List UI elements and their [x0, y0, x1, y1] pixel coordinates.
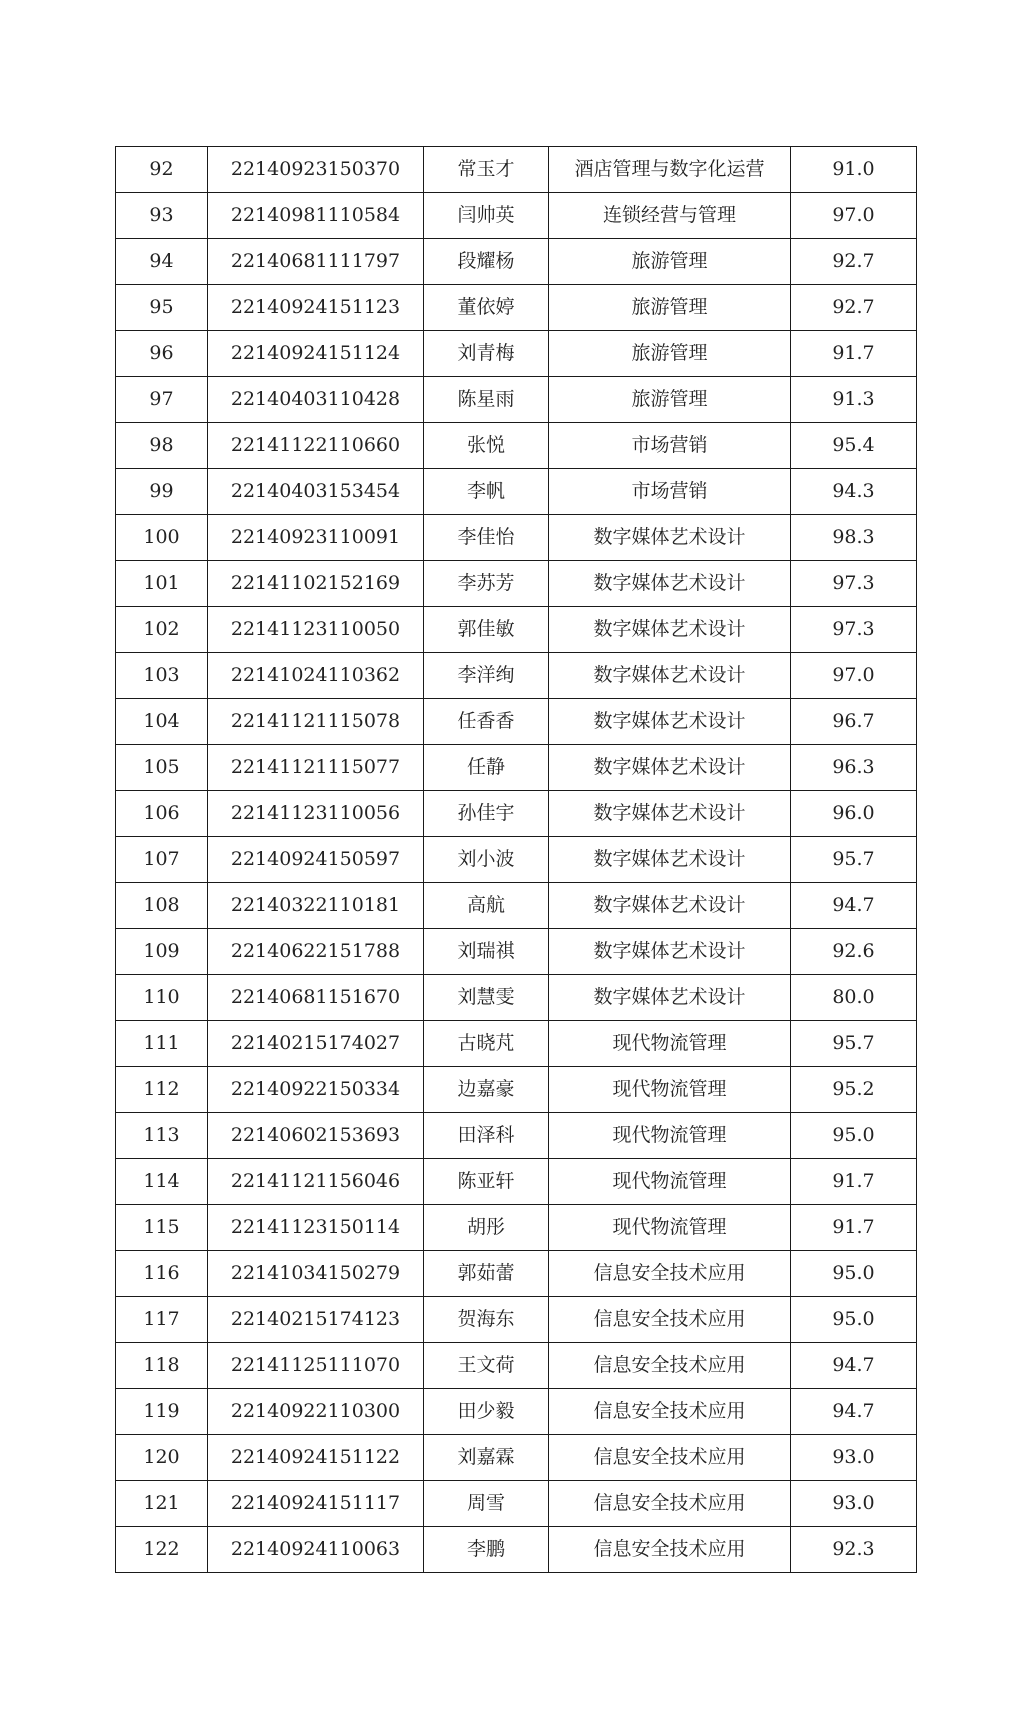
student-name-cell: 刘慧雯: [424, 975, 549, 1021]
student-name-cell: 任静: [424, 745, 549, 791]
row-number-cell: 103: [116, 653, 208, 699]
row-number-cell: 93: [116, 193, 208, 239]
score-cell: 95.0: [791, 1251, 917, 1297]
table-row: [116, 837, 917, 883]
table-row: [116, 1021, 917, 1067]
row-number-cell: 118: [116, 1343, 208, 1389]
major-cell: 市场营销: [549, 469, 791, 515]
major-cell: 现代物流管理: [549, 1205, 791, 1251]
row-number-cell: 114: [116, 1159, 208, 1205]
row-number-cell: 109: [116, 929, 208, 975]
student-name-cell: 高航: [424, 883, 549, 929]
row-number-cell: 121: [116, 1481, 208, 1527]
score-cell: 94.7: [791, 1343, 917, 1389]
table-row: [116, 791, 917, 837]
row-number-cell: 115: [116, 1205, 208, 1251]
score-cell: 93.0: [791, 1481, 917, 1527]
row-number-cell: 113: [116, 1113, 208, 1159]
score-cell: 97.0: [791, 653, 917, 699]
major-cell: 数字媒体艺术设计: [549, 515, 791, 561]
student-name-cell: 任香香: [424, 699, 549, 745]
student-score-table: [115, 146, 917, 1573]
student-id-cell: 22141121156046: [208, 1159, 424, 1205]
table-row: [116, 1159, 917, 1205]
row-number-cell: 107: [116, 837, 208, 883]
row-number-cell: 92: [116, 147, 208, 193]
score-cell: 95.0: [791, 1113, 917, 1159]
student-id-cell: 22140215174027: [208, 1021, 424, 1067]
student-id-cell: 22140924151123: [208, 285, 424, 331]
student-id-cell: 22141123150114: [208, 1205, 424, 1251]
student-id-cell: 22141122110660: [208, 423, 424, 469]
table-row: [116, 1435, 917, 1481]
student-id-cell: 22140924110063: [208, 1527, 424, 1573]
student-id-cell: 22140923150370: [208, 147, 424, 193]
table-row: [116, 653, 917, 699]
table-row: [116, 1481, 917, 1527]
row-number-cell: 117: [116, 1297, 208, 1343]
table-row: [116, 883, 917, 929]
student-id-cell: 22140322110181: [208, 883, 424, 929]
major-cell: 旅游管理: [549, 239, 791, 285]
major-cell: 现代物流管理: [549, 1067, 791, 1113]
score-cell: 94.7: [791, 883, 917, 929]
row-number-cell: 110: [116, 975, 208, 1021]
major-cell: 数字媒体艺术设计: [549, 929, 791, 975]
score-cell: 95.0: [791, 1297, 917, 1343]
student-id-cell: 22140924150597: [208, 837, 424, 883]
major-cell: 数字媒体艺术设计: [549, 883, 791, 929]
student-name-cell: 刘瑞祺: [424, 929, 549, 975]
row-number-cell: 101: [116, 561, 208, 607]
score-cell: 95.2: [791, 1067, 917, 1113]
student-id-cell: 22140602153693: [208, 1113, 424, 1159]
table-row: [116, 1527, 917, 1573]
student-name-cell: 贺海东: [424, 1297, 549, 1343]
student-name-cell: 陈亚轩: [424, 1159, 549, 1205]
student-id-cell: 22140924151124: [208, 331, 424, 377]
row-number-cell: 122: [116, 1527, 208, 1573]
table-row: [116, 515, 917, 561]
student-id-cell: 22140622151788: [208, 929, 424, 975]
student-id-cell: 22140923110091: [208, 515, 424, 561]
major-cell: 酒店管理与数字化运营: [549, 147, 791, 193]
student-id-cell: 22141123110056: [208, 791, 424, 837]
major-cell: 市场营销: [549, 423, 791, 469]
major-cell: 信息安全技术应用: [549, 1389, 791, 1435]
student-name-cell: 田泽科: [424, 1113, 549, 1159]
student-name-cell: 董依婷: [424, 285, 549, 331]
major-cell: 信息安全技术应用: [549, 1527, 791, 1573]
student-name-cell: 孙佳宇: [424, 791, 549, 837]
major-cell: 现代物流管理: [549, 1021, 791, 1067]
student-name-cell: 王文荷: [424, 1343, 549, 1389]
major-cell: 数字媒体艺术设计: [549, 699, 791, 745]
major-cell: 数字媒体艺术设计: [549, 791, 791, 837]
row-number-cell: 116: [116, 1251, 208, 1297]
major-cell: 信息安全技术应用: [549, 1297, 791, 1343]
student-id-cell: 22141121115078: [208, 699, 424, 745]
row-number-cell: 119: [116, 1389, 208, 1435]
student-name-cell: 郭茹蕾: [424, 1251, 549, 1297]
table-row: [116, 745, 917, 791]
score-cell: 97.3: [791, 561, 917, 607]
table-row: [116, 377, 917, 423]
table-row: [116, 1113, 917, 1159]
score-cell: 95.7: [791, 1021, 917, 1067]
table-row: [116, 147, 917, 193]
student-id-cell: 22141024110362: [208, 653, 424, 699]
student-id-cell: 22140681151670: [208, 975, 424, 1021]
table-row: [116, 1205, 917, 1251]
table-row: [116, 1067, 917, 1113]
table-row: [116, 469, 917, 515]
score-cell: 95.7: [791, 837, 917, 883]
major-cell: 连锁经营与管理: [549, 193, 791, 239]
major-cell: 信息安全技术应用: [549, 1481, 791, 1527]
student-id-cell: 22141034150279: [208, 1251, 424, 1297]
table-row: [116, 239, 917, 285]
table-body: [116, 147, 917, 1573]
student-name-cell: 陈星雨: [424, 377, 549, 423]
row-number-cell: 102: [116, 607, 208, 653]
score-cell: 91.0: [791, 147, 917, 193]
table-row: [116, 423, 917, 469]
row-number-cell: 112: [116, 1067, 208, 1113]
row-number-cell: 97: [116, 377, 208, 423]
student-name-cell: 李苏芳: [424, 561, 549, 607]
student-name-cell: 李佳怡: [424, 515, 549, 561]
student-id-cell: 22140215174123: [208, 1297, 424, 1343]
student-id-cell: 22140922150334: [208, 1067, 424, 1113]
student-name-cell: 李鹏: [424, 1527, 549, 1573]
table-row: [116, 607, 917, 653]
major-cell: 数字媒体艺术设计: [549, 561, 791, 607]
row-number-cell: 105: [116, 745, 208, 791]
student-id-cell: 22140922110300: [208, 1389, 424, 1435]
student-id-cell: 22140681111797: [208, 239, 424, 285]
student-name-cell: 边嘉豪: [424, 1067, 549, 1113]
table-row: [116, 285, 917, 331]
table-row: [116, 1297, 917, 1343]
score-cell: 97.0: [791, 193, 917, 239]
score-cell: 97.3: [791, 607, 917, 653]
major-cell: 旅游管理: [549, 285, 791, 331]
score-cell: 91.7: [791, 1205, 917, 1251]
table-row: [116, 331, 917, 377]
score-cell: 92.7: [791, 239, 917, 285]
student-name-cell: 刘青梅: [424, 331, 549, 377]
student-name-cell: 段耀杨: [424, 239, 549, 285]
row-number-cell: 108: [116, 883, 208, 929]
row-number-cell: 99: [116, 469, 208, 515]
student-name-cell: 刘嘉霖: [424, 1435, 549, 1481]
major-cell: 旅游管理: [549, 331, 791, 377]
student-name-cell: 田少毅: [424, 1389, 549, 1435]
row-number-cell: 100: [116, 515, 208, 561]
student-name-cell: 李洋绚: [424, 653, 549, 699]
major-cell: 数字媒体艺术设计: [549, 745, 791, 791]
row-number-cell: 95: [116, 285, 208, 331]
score-cell: 94.7: [791, 1389, 917, 1435]
student-name-cell: 郭佳敏: [424, 607, 549, 653]
student-id-cell: 22140924151117: [208, 1481, 424, 1527]
major-cell: 数字媒体艺术设计: [549, 975, 791, 1021]
major-cell: 信息安全技术应用: [549, 1343, 791, 1389]
student-id-cell: 22141121115077: [208, 745, 424, 791]
score-cell: 91.3: [791, 377, 917, 423]
student-id-cell: 22140403110428: [208, 377, 424, 423]
score-cell: 98.3: [791, 515, 917, 561]
major-cell: 数字媒体艺术设计: [549, 607, 791, 653]
major-cell: 信息安全技术应用: [549, 1251, 791, 1297]
major-cell: 数字媒体艺术设计: [549, 837, 791, 883]
row-number-cell: 98: [116, 423, 208, 469]
score-cell: 91.7: [791, 1159, 917, 1205]
student-id-cell: 22140403153454: [208, 469, 424, 515]
row-number-cell: 106: [116, 791, 208, 837]
major-cell: 现代物流管理: [549, 1159, 791, 1205]
score-cell: 91.7: [791, 331, 917, 377]
student-name-cell: 常玉才: [424, 147, 549, 193]
major-cell: 旅游管理: [549, 377, 791, 423]
score-cell: 96.3: [791, 745, 917, 791]
score-cell: 80.0: [791, 975, 917, 1021]
student-id-cell: 22141102152169: [208, 561, 424, 607]
major-cell: 数字媒体艺术设计: [549, 653, 791, 699]
score-cell: 92.3: [791, 1527, 917, 1573]
table-row: [116, 929, 917, 975]
student-name-cell: 张悦: [424, 423, 549, 469]
score-cell: 95.4: [791, 423, 917, 469]
table-row: [116, 561, 917, 607]
student-name-cell: 胡彤: [424, 1205, 549, 1251]
student-name-cell: 古晓芃: [424, 1021, 549, 1067]
major-cell: 信息安全技术应用: [549, 1435, 791, 1481]
row-number-cell: 120: [116, 1435, 208, 1481]
score-cell: 94.3: [791, 469, 917, 515]
major-cell: 现代物流管理: [549, 1113, 791, 1159]
row-number-cell: 104: [116, 699, 208, 745]
row-number-cell: 111: [116, 1021, 208, 1067]
table-row: [116, 699, 917, 745]
table-row: [116, 1389, 917, 1435]
score-cell: 96.0: [791, 791, 917, 837]
student-name-cell: 刘小波: [424, 837, 549, 883]
student-id-cell: 22140981110584: [208, 193, 424, 239]
row-number-cell: 96: [116, 331, 208, 377]
student-id-cell: 22141125111070: [208, 1343, 424, 1389]
score-cell: 93.0: [791, 1435, 917, 1481]
score-cell: 92.7: [791, 285, 917, 331]
student-name-cell: 闫帅英: [424, 193, 549, 239]
student-id-cell: 22141123110050: [208, 607, 424, 653]
student-name-cell: 李帆: [424, 469, 549, 515]
table-row: [116, 1251, 917, 1297]
row-number-cell: 94: [116, 239, 208, 285]
score-cell: 96.7: [791, 699, 917, 745]
table-row: [116, 975, 917, 1021]
table-row: [116, 193, 917, 239]
score-cell: 92.6: [791, 929, 917, 975]
table-row: [116, 1343, 917, 1389]
student-name-cell: 周雪: [424, 1481, 549, 1527]
student-id-cell: 22140924151122: [208, 1435, 424, 1481]
